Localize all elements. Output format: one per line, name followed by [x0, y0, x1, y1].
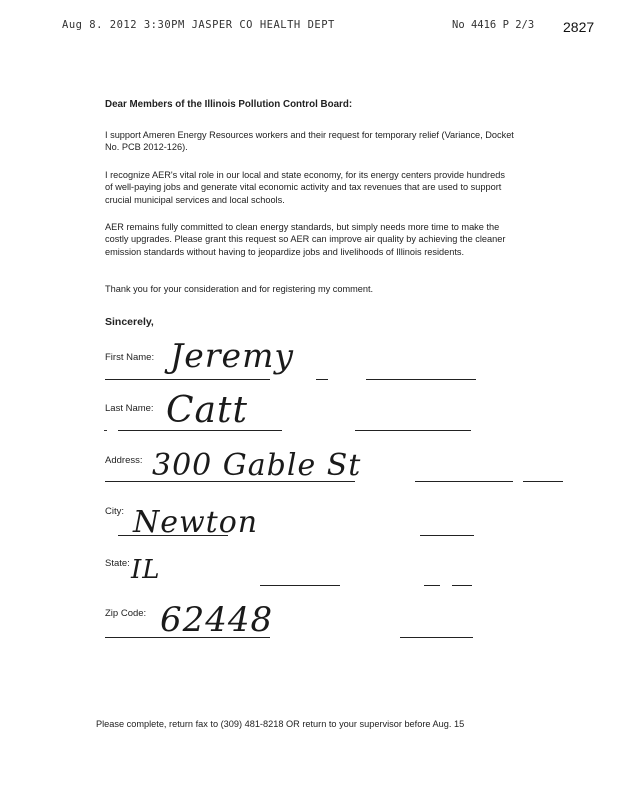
- city-label: City:: [105, 506, 124, 517]
- letter-paragraph-4: Thank you for your consideration and for registering my comment.: [105, 284, 374, 294]
- last-name-value: Catt: [166, 390, 248, 431]
- address-line-right: [415, 481, 513, 482]
- address-line: [105, 481, 355, 482]
- last-name-tick: [104, 430, 107, 431]
- zip-code-line-right: [400, 637, 473, 638]
- address-line-far-right: [523, 481, 563, 482]
- first-name-line-right: [366, 379, 476, 380]
- first-name-value: Jeremy: [170, 336, 294, 375]
- state-line-dash-1: [424, 585, 440, 586]
- zip-code-label: Zip Code:: [105, 608, 147, 619]
- zip-code-line: [105, 637, 270, 638]
- letter-paragraph-1: I support Ameren Energy Resources workers and their request for temporary relief (Variance, Docket No. PCB 2012-126).: [105, 130, 514, 153]
- zip-code-value: 62448: [160, 600, 274, 640]
- fax-transmission-info: No 4416 P 2/3: [452, 19, 535, 31]
- city-value: Newton: [133, 505, 259, 540]
- address-value: 300 Gable St: [152, 448, 362, 483]
- return-instructions: Please complete, return fax to (309) 481-8218 OR return to your supervisor before Aug. 15: [96, 719, 465, 729]
- state-value: IL: [131, 555, 161, 585]
- last-name-line-right: [355, 430, 471, 431]
- letter-closing: Sincerely,: [105, 316, 154, 328]
- fax-header-line: Aug 8. 2012 3:30PM JASPER CO HEALTH DEPT: [62, 19, 335, 31]
- letter-salutation: Dear Members of the Illinois Pollution Control Board:: [105, 99, 353, 110]
- page-number: 2827: [563, 19, 595, 35]
- state-line: [260, 585, 340, 586]
- state-label: State:: [105, 558, 130, 569]
- last-name-label: Last Name:: [105, 403, 154, 414]
- letter-paragraph-2: I recognize AER's vital role in our local and state economy, for its energy centers provide hundreds of well-paying jobs and generate vital economic activity and tax revenues that are used to support crucial municipal services and local schools.: [105, 170, 505, 205]
- state-line-dash-2: [452, 585, 472, 586]
- address-label: Address:: [105, 455, 143, 466]
- last-name-line: [118, 430, 282, 431]
- city-line: [118, 535, 228, 536]
- first-name-line-dash: [316, 379, 328, 380]
- first-name-line: [105, 379, 270, 380]
- first-name-label: First Name:: [105, 352, 155, 363]
- city-line-right: [420, 535, 474, 536]
- letter-paragraph-3: AER remains fully committed to clean energy standards, but simply needs more time to make the costly upgrades. Please grant this request so AER can improve air quality by achieving the cleaner emission standards without having to jeopardize jobs and livelihoods of Illinois residents.: [105, 222, 506, 257]
